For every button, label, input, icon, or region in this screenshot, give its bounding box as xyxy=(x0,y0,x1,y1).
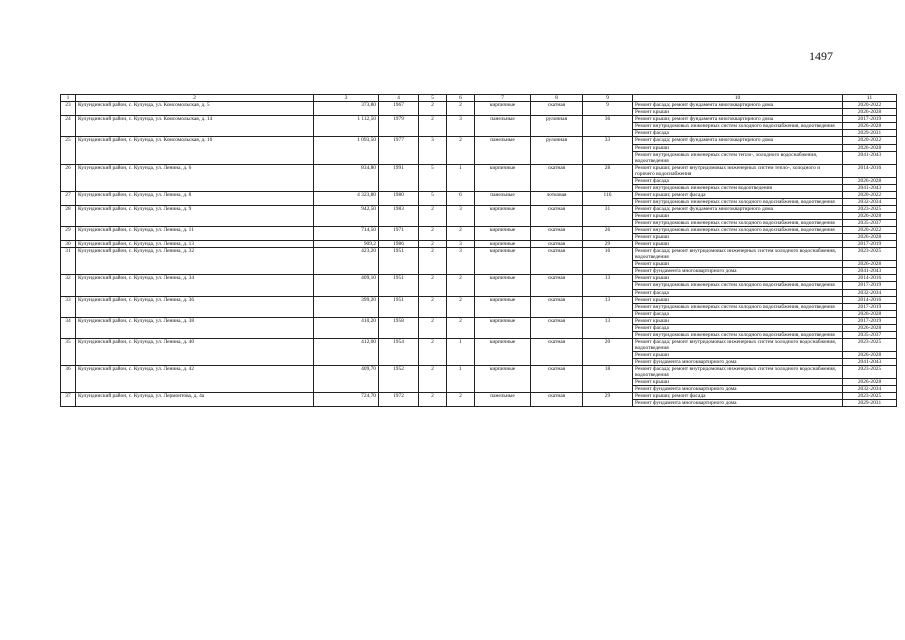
row-number: 33 xyxy=(61,296,76,317)
work-type-cell: Ремонт крыши xyxy=(633,275,843,282)
row-number: 29 xyxy=(61,227,76,241)
period-cell: 2026-2028 xyxy=(843,234,897,241)
floors-cell: 2 xyxy=(419,241,447,248)
period-cell: 2041-2043 xyxy=(843,358,897,365)
row-number: 24 xyxy=(61,116,76,137)
address-cell: Кулундинский район, с. Кулунда, ул. Лермонтова, д. 4а xyxy=(76,393,314,407)
period-cell: 2023-2025 xyxy=(843,366,897,379)
row-number: 25 xyxy=(61,137,76,164)
row-number: 37 xyxy=(61,393,76,407)
year-cell: 1954 xyxy=(379,338,419,365)
period-cell: 2035-2037 xyxy=(843,220,897,227)
apartments-cell: 33 xyxy=(583,137,633,164)
roof-type-cell: скатная xyxy=(531,275,583,296)
wall-material-cell: кирпичные xyxy=(475,227,531,241)
period-cell: 2020-2022 xyxy=(843,102,897,109)
apartments-cell: 116 xyxy=(583,191,633,205)
year-cell: 1951 xyxy=(379,296,419,317)
period-cell: 2032-2034 xyxy=(843,289,897,296)
area-cell: 410,20 xyxy=(314,317,379,338)
wall-material-cell: кирпичные xyxy=(475,338,531,365)
floors-cell: 2 xyxy=(419,296,447,317)
work-type-cell: Ремонт внутридомовых инженерных систем водоотведения xyxy=(633,184,843,191)
table-row xyxy=(61,102,897,109)
entrances-cell: 1 xyxy=(447,338,475,365)
apartments-cell: 13 xyxy=(583,317,633,338)
year-cell: 1983 xyxy=(379,205,419,226)
period-cell: 2023-2025 xyxy=(843,205,897,212)
floors-cell: 2 xyxy=(419,227,447,241)
entrances-cell: 2 xyxy=(447,227,475,241)
work-type-cell: Ремонт фасада; ремонт внутридомовых инженерных систем холодного водоснабжения, водоотведения xyxy=(633,338,843,351)
period-cell: 2017-2019 xyxy=(843,116,897,123)
floors-cell: 3 xyxy=(419,137,447,164)
table-row xyxy=(61,241,897,248)
address-cell: Кулундинский район, с. Кулунда, ул. Комсомольская, д. 16 xyxy=(76,137,314,164)
area-cell: 942,50 xyxy=(314,205,379,226)
work-type-cell: Ремонт внутридомовых инженерных систем холодного водоснабжения, водоотведения xyxy=(633,123,843,130)
period-cell: 2017-2019 xyxy=(843,241,897,248)
column-number: 4 xyxy=(379,95,419,102)
column-number: 9 xyxy=(583,95,633,102)
work-type-cell: Ремонт крыши xyxy=(633,241,843,248)
table-row xyxy=(61,191,897,198)
roof-type-cell: скатная xyxy=(531,227,583,241)
year-cell: 1967 xyxy=(379,102,419,116)
roof-type-cell: скатная xyxy=(531,241,583,248)
work-type-cell: Ремонт фасада; ремонт внутридомовых инженерных систем холодного водоснабжения, водоотведения xyxy=(633,366,843,379)
column-number: 3 xyxy=(314,95,379,102)
period-cell: 2029-2031 xyxy=(843,400,897,407)
address-cell: Кулундинский район, с. Кулунда, ул. Ленина, д. 36 xyxy=(76,296,314,317)
row-number: 27 xyxy=(61,191,76,205)
entrances-cell: 3 xyxy=(447,116,475,137)
period-cell: 2026-2028 xyxy=(843,177,897,184)
entrances-cell: 2 xyxy=(447,393,475,407)
address-cell: Кулундинский район, с. Кулунда, ул. Ленина, д. 9 xyxy=(76,205,314,226)
year-cell: 1991 xyxy=(379,164,419,191)
area-cell: 724,70 xyxy=(314,393,379,407)
roof-type-cell: рулонная xyxy=(531,116,583,137)
address-cell: Кулундинский район, с. Кулунда, ул. Ленина, д. 13 xyxy=(76,241,314,248)
repair-schedule-table xyxy=(60,94,897,407)
floors-cell: 5 xyxy=(419,164,447,191)
apartments-cell: 18 xyxy=(583,366,633,393)
work-type-cell: Ремонт крыши xyxy=(633,213,843,220)
entrances-cell: 2 xyxy=(447,137,475,164)
period-cell: 2032-2034 xyxy=(843,198,897,205)
roof-type-cell: скатная xyxy=(531,248,583,275)
row-number: 36 xyxy=(61,366,76,393)
work-type-cell: Ремонт фундамента многоквартирного дома xyxy=(633,268,843,275)
area-cell: 4 323,80 xyxy=(314,191,379,205)
period-cell: 2041-2043 xyxy=(843,184,897,191)
roof-type-cell: лотковая xyxy=(531,191,583,205)
work-type-cell: Ремонт внутридомовых инженерных систем холодного водоснабжения, водоотведения xyxy=(633,303,843,310)
roof-type-cell: скатная xyxy=(531,205,583,226)
column-number: 1 xyxy=(61,95,76,102)
area-cell: 1 093,50 xyxy=(314,137,379,164)
period-cell: 2026-2028 xyxy=(843,379,897,386)
roof-type-cell: скатная xyxy=(531,102,583,116)
work-type-cell: Ремонт фасада; ремонт фундамента многоквартирного дома xyxy=(633,102,843,109)
period-cell: 2017-2019 xyxy=(843,303,897,310)
work-type-cell: Ремонт фундамента многоквартирного дома xyxy=(633,400,843,407)
entrances-cell: 6 xyxy=(447,191,475,205)
period-cell: 2026-2028 xyxy=(843,261,897,268)
wall-material-cell: панельные xyxy=(475,116,531,137)
year-cell: 1958 xyxy=(379,317,419,338)
table-row xyxy=(61,393,897,400)
floors-cell: 2 xyxy=(419,317,447,338)
work-type-cell: Ремонт внутридомовых инженерных систем холодного водоснабжения, водоотведения xyxy=(633,331,843,338)
entrances-cell: 2 xyxy=(447,317,475,338)
work-type-cell: Ремонт фасада xyxy=(633,289,843,296)
period-cell: 2017-2019 xyxy=(843,317,897,324)
year-cell: 1971 xyxy=(379,227,419,241)
work-type-cell: Ремонт крыши xyxy=(633,317,843,324)
period-cell: 2020-2022 xyxy=(843,227,897,234)
work-type-cell: Ремонт крыши; ремонт фундамента многоквартирного дома xyxy=(633,116,843,123)
wall-material-cell: кирпичные xyxy=(475,275,531,296)
year-cell: 1952 xyxy=(379,366,419,393)
work-type-cell: Ремонт крыши xyxy=(633,109,843,116)
wall-material-cell: панельные xyxy=(475,393,531,407)
table-row xyxy=(61,205,897,212)
table-row xyxy=(61,296,897,303)
wall-material-cell: панельные xyxy=(475,137,531,164)
wall-material-cell: кирпичные xyxy=(475,296,531,317)
apartments-cell: 16 xyxy=(583,248,633,275)
entrances-cell: 3 xyxy=(447,205,475,226)
work-type-cell: Ремонт крыши xyxy=(633,296,843,303)
address-cell: Кулундинский район, с. Кулунда, ул. Комсомольская, д. 14 xyxy=(76,116,314,137)
work-type-cell: Ремонт внутридомовых инженерных систем холодного водоснабжения, водоотведения xyxy=(633,227,843,234)
area-cell: 409,10 xyxy=(314,275,379,296)
apartments-cell: 29 xyxy=(583,393,633,407)
apartments-cell: 29 xyxy=(583,241,633,248)
table-row xyxy=(61,338,897,351)
area-cell: 423,20 xyxy=(314,248,379,275)
period-cell: 2035-2037 xyxy=(843,331,897,338)
work-type-cell: Ремонт крыши xyxy=(633,379,843,386)
apartments-cell: 31 xyxy=(583,205,633,226)
period-cell: 2026-2028 xyxy=(843,213,897,220)
year-cell: 1980 xyxy=(379,191,419,205)
work-type-cell: Ремонт внутридомовых инженерных систем холодного водоснабжения, водоотведения xyxy=(633,282,843,289)
year-cell: 1979 xyxy=(379,116,419,137)
period-cell: 2014-2016 xyxy=(843,296,897,303)
page-number: 1497 xyxy=(809,49,833,63)
apartments-cell: 26 xyxy=(583,227,633,241)
entrances-cell: 2 xyxy=(447,275,475,296)
period-cell: 2023-2025 xyxy=(843,338,897,351)
work-type-cell: Ремонт крыши; ремонт внутридомовых инженерных систем тепло-, холодного и горячего водоснабжения xyxy=(633,164,843,177)
entrances-cell: 2 xyxy=(447,296,475,317)
work-type-cell: Ремонт фасада xyxy=(633,130,843,137)
period-cell: 2041-2043 xyxy=(843,268,897,275)
area-cell: 373,80 xyxy=(314,102,379,116)
column-number: 5 xyxy=(419,95,447,102)
row-number: 26 xyxy=(61,164,76,191)
work-type-cell: Ремонт фундамента многоквартирного дома xyxy=(633,358,843,365)
column-number: 10 xyxy=(633,95,843,102)
period-cell: 2026-2028 xyxy=(843,109,897,116)
work-type-cell: Ремонт фасада xyxy=(633,310,843,317)
roof-type-cell: рулонная xyxy=(531,137,583,164)
period-cell: 2014-2016 xyxy=(843,164,897,177)
apartments-cell: 9 xyxy=(583,102,633,116)
work-type-cell: Ремонт внутридомовых инженерных систем холодного водоснабжения, водоотведения xyxy=(633,220,843,227)
column-number: 7 xyxy=(475,95,531,102)
work-type-cell: Ремонт крыши xyxy=(633,351,843,358)
column-number: 11 xyxy=(843,95,897,102)
work-type-cell: Ремонт крыши xyxy=(633,261,843,268)
wall-material-cell: кирпичные xyxy=(475,317,531,338)
table-row xyxy=(61,227,897,234)
entrances-cell: 1 xyxy=(447,164,475,191)
row-number: 31 xyxy=(61,248,76,275)
floors-cell: 2 xyxy=(419,116,447,137)
period-cell: 2023-2025 xyxy=(843,393,897,400)
wall-material-cell: кирпичные xyxy=(475,102,531,116)
entrances-cell: 3 xyxy=(447,241,475,248)
area-cell: 834,80 xyxy=(314,164,379,191)
table-row xyxy=(61,116,897,123)
year-cell: 1977 xyxy=(379,137,419,164)
address-cell: Кулундинский район, с. Кулунда, ул. Ленина, д. 6 xyxy=(76,164,314,191)
address-cell: Кулундинский район, с. Кулунда, ул. Ленина, д. 42 xyxy=(76,366,314,393)
row-number: 23 xyxy=(61,102,76,116)
work-type-cell: Ремонт фасада; ремонт фундамента многоквартирного дома xyxy=(633,205,843,212)
roof-type-cell: скатная xyxy=(531,296,583,317)
period-cell: 2017-2019 xyxy=(843,282,897,289)
row-number: 28 xyxy=(61,205,76,226)
work-type-cell: Ремонт фасада; ремонт фундамента многоквартирного дома xyxy=(633,137,843,144)
year-cell: 1951 xyxy=(379,248,419,275)
floors-cell: 2 xyxy=(419,366,447,393)
work-type-cell: Ремонт крыши xyxy=(633,144,843,151)
work-type-cell: Ремонт крыши xyxy=(633,234,843,241)
address-cell: Кулундинский район, с. Кулунда, ул. Комсомольская, д. 5 xyxy=(76,102,314,116)
address-cell: Кулундинский район, с. Кулунда, ул. Ленина, д. 32 xyxy=(76,248,314,275)
wall-material-cell: кирпичные xyxy=(475,366,531,393)
area-cell: 399,20 xyxy=(314,296,379,317)
column-number: 6 xyxy=(447,95,475,102)
period-cell: 2026-2028 xyxy=(843,351,897,358)
period-cell: 2026-2028 xyxy=(843,123,897,130)
floors-cell: 2 xyxy=(419,393,447,407)
area-cell: 714,50 xyxy=(314,227,379,241)
wall-material-cell: кирпичные xyxy=(475,248,531,275)
apartments-cell: 28 xyxy=(583,164,633,191)
table-row xyxy=(61,317,897,324)
address-cell: Кулундинский район, с. Кулунда, ул. Ленина, д. 8 xyxy=(76,191,314,205)
period-cell: 2023-2025 xyxy=(843,248,897,261)
row-number: 35 xyxy=(61,338,76,365)
table-row xyxy=(61,137,897,144)
floors-cell: 2 xyxy=(419,275,447,296)
work-type-cell: Ремонт внутридомовых инженерных систем холодного водоснабжения, водоотведения xyxy=(633,198,843,205)
address-cell: Кулундинский район, с. Кулунда, ул. Ленина, д. 40 xyxy=(76,338,314,365)
year-cell: 1951 xyxy=(379,275,419,296)
roof-type-cell: скатная xyxy=(531,366,583,393)
work-type-cell: Ремонт внутридомовых инженерных систем тепло-, холодного водоснабжения, водоотведения xyxy=(633,151,843,164)
column-number-row xyxy=(61,95,897,102)
year-cell: 1986 xyxy=(379,241,419,248)
period-cell: 2032-2034 xyxy=(843,386,897,393)
floors-cell: 2 xyxy=(419,338,447,365)
apartments-cell: 20 xyxy=(583,338,633,365)
floors-cell: 2 xyxy=(419,102,447,116)
row-number: 30 xyxy=(61,241,76,248)
wall-material-cell: кирпичные xyxy=(475,241,531,248)
area-cell: 909,2 xyxy=(314,241,379,248)
floors-cell: 5 xyxy=(419,191,447,205)
table-row xyxy=(61,366,897,379)
wall-material-cell: панельные xyxy=(475,191,531,205)
address-cell: Кулундинский район, с. Кулунда, ул. Ленина, д. 34 xyxy=(76,275,314,296)
row-number: 32 xyxy=(61,275,76,296)
row-number: 34 xyxy=(61,317,76,338)
roof-type-cell: скатная xyxy=(531,317,583,338)
table-row xyxy=(61,275,897,282)
roof-type-cell: скатная xyxy=(531,393,583,407)
wall-material-cell: кирпичные xyxy=(475,205,531,226)
apartments-cell: 36 xyxy=(583,116,633,137)
area-cell: 1 112,50 xyxy=(314,116,379,137)
column-number: 2 xyxy=(76,95,314,102)
address-cell: Кулундинский район, с. Кулунда, ул. Ленина, д. 11 xyxy=(76,227,314,241)
period-cell: 2014-2016 xyxy=(843,275,897,282)
work-type-cell: Ремонт крыши; ремонт фасада xyxy=(633,393,843,400)
period-cell: 2026-2028 xyxy=(843,144,897,151)
floors-cell: 2 xyxy=(419,248,447,275)
period-cell: 2020-2022 xyxy=(843,137,897,144)
apartments-cell: 13 xyxy=(583,296,633,317)
year-cell: 1972 xyxy=(379,393,419,407)
period-cell: 2020-2022 xyxy=(843,191,897,198)
table-row xyxy=(61,248,897,261)
wall-material-cell: кирпичные xyxy=(475,164,531,191)
address-cell: Кулундинский район, с. Кулунда, ул. Ленина, д. 38 xyxy=(76,317,314,338)
entrances-cell: 1 xyxy=(447,366,475,393)
period-cell: 2041-2043 xyxy=(843,151,897,164)
column-number: 8 xyxy=(531,95,583,102)
period-cell: 2026-2028 xyxy=(843,310,897,317)
work-type-cell: Ремонт фасада xyxy=(633,177,843,184)
period-cell: 2029-2031 xyxy=(843,130,897,137)
entrances-cell: 2 xyxy=(447,102,475,116)
period-cell: 2026-2028 xyxy=(843,324,897,331)
work-type-cell: Ремонт фасада; ремонт внутридомовых инженерных систем холодного водоснабжения, водоотведения xyxy=(633,248,843,261)
floors-cell: 2 xyxy=(419,205,447,226)
work-type-cell: Ремонт фундамента многоквартирного дома xyxy=(633,386,843,393)
area-cell: 412,00 xyxy=(314,338,379,365)
table-row xyxy=(61,164,897,177)
area-cell: 409,70 xyxy=(314,366,379,393)
roof-type-cell: скатная xyxy=(531,164,583,191)
entrances-cell: 3 xyxy=(447,248,475,275)
roof-type-cell: скатная xyxy=(531,338,583,365)
work-type-cell: Ремонт фасада xyxy=(633,324,843,331)
apartments-cell: 13 xyxy=(583,275,633,296)
work-type-cell: Ремонт крыши; ремонт фасада xyxy=(633,191,843,198)
